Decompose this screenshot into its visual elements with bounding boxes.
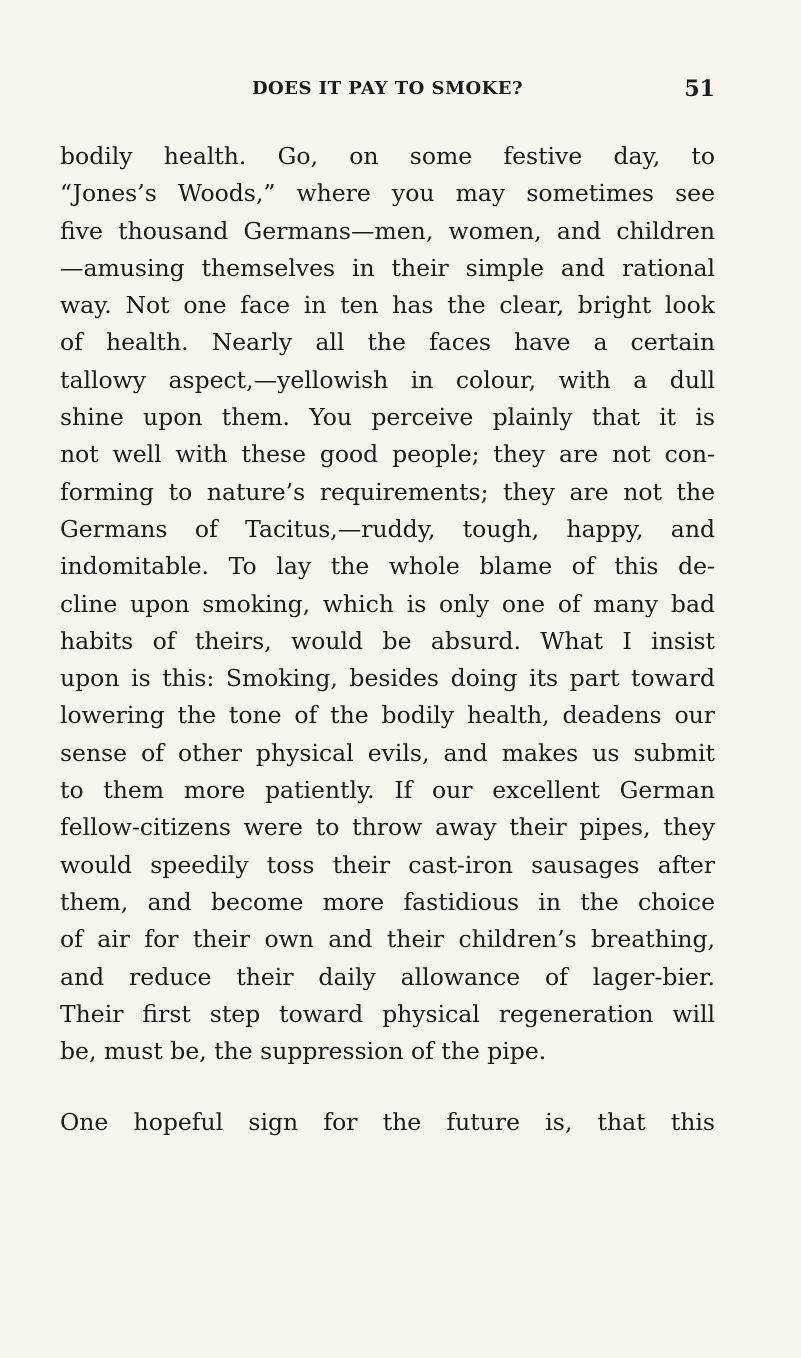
text-line: —amusing themselves in their simple and rational bbox=[60, 253, 715, 282]
text-line: fellow-citizens were to throw away their pipes, they bbox=[60, 813, 715, 842]
text-line: sense of other physical evils, and makes us submit bbox=[60, 738, 715, 767]
text-line: of air for their own and their children’s breathing, bbox=[60, 925, 715, 954]
text-line: habits of theirs, would be absurd. What I insist bbox=[60, 626, 715, 655]
text-line: be, must be, the suppression of the pipe. bbox=[60, 1037, 547, 1066]
running-title: DOES IT PAY TO SMOKE? bbox=[251, 78, 524, 99]
text-line: forming to nature’s requirements; they are not the bbox=[60, 477, 715, 506]
text-line: way. Not one face in ten has the clear, bright look bbox=[60, 291, 715, 320]
text-line: would speedily toss their cast-iron sausages after bbox=[60, 850, 715, 879]
running-head bbox=[60, 76, 715, 110]
text-line: shine upon them. You perceive plainly that it is bbox=[60, 403, 715, 432]
text-line: upon is this: Smoking, besides doing its part toward bbox=[60, 664, 715, 693]
text-line: indomitable. To lay the whole blame of this de- bbox=[60, 552, 715, 581]
text-line: to them more patiently. If our excellent German bbox=[60, 776, 715, 805]
text-line: tallowy aspect,—yellowish in colour, with a dull bbox=[60, 365, 715, 394]
text-line: and reduce their daily allowance of lager-bier. bbox=[60, 962, 715, 991]
text-line: “Jones’s Woods,” where you may sometimes see bbox=[60, 179, 715, 208]
text-line: Their first step toward physical regeneration will bbox=[60, 999, 715, 1028]
text-line: lowering the tone of the bodily health, deadens our bbox=[60, 701, 715, 730]
paragraph bbox=[60, 138, 715, 1070]
text-line: bodily health. Go, on some festive day, to bbox=[60, 142, 715, 170]
text-line: cline upon smoking, which is only one of many bad bbox=[60, 589, 715, 618]
text-line: One hopeful sign for the future is, that this bbox=[60, 1108, 715, 1137]
text-line: Germans of Tacitus,—ruddy, tough, happy, and bbox=[60, 514, 715, 543]
text-line: of health. Nearly all the faces have a certain bbox=[60, 328, 715, 357]
body-text bbox=[60, 138, 715, 1142]
paragraph bbox=[60, 1104, 715, 1141]
paragraph-gap bbox=[60, 1070, 715, 1104]
text-line: five thousand Germans—men, women, and children bbox=[60, 216, 715, 245]
page-number: 51 bbox=[684, 76, 715, 102]
text-line: them, and become more fastidious in the choice bbox=[60, 887, 715, 916]
text-line: not well with these good people; they are not con- bbox=[60, 440, 715, 469]
